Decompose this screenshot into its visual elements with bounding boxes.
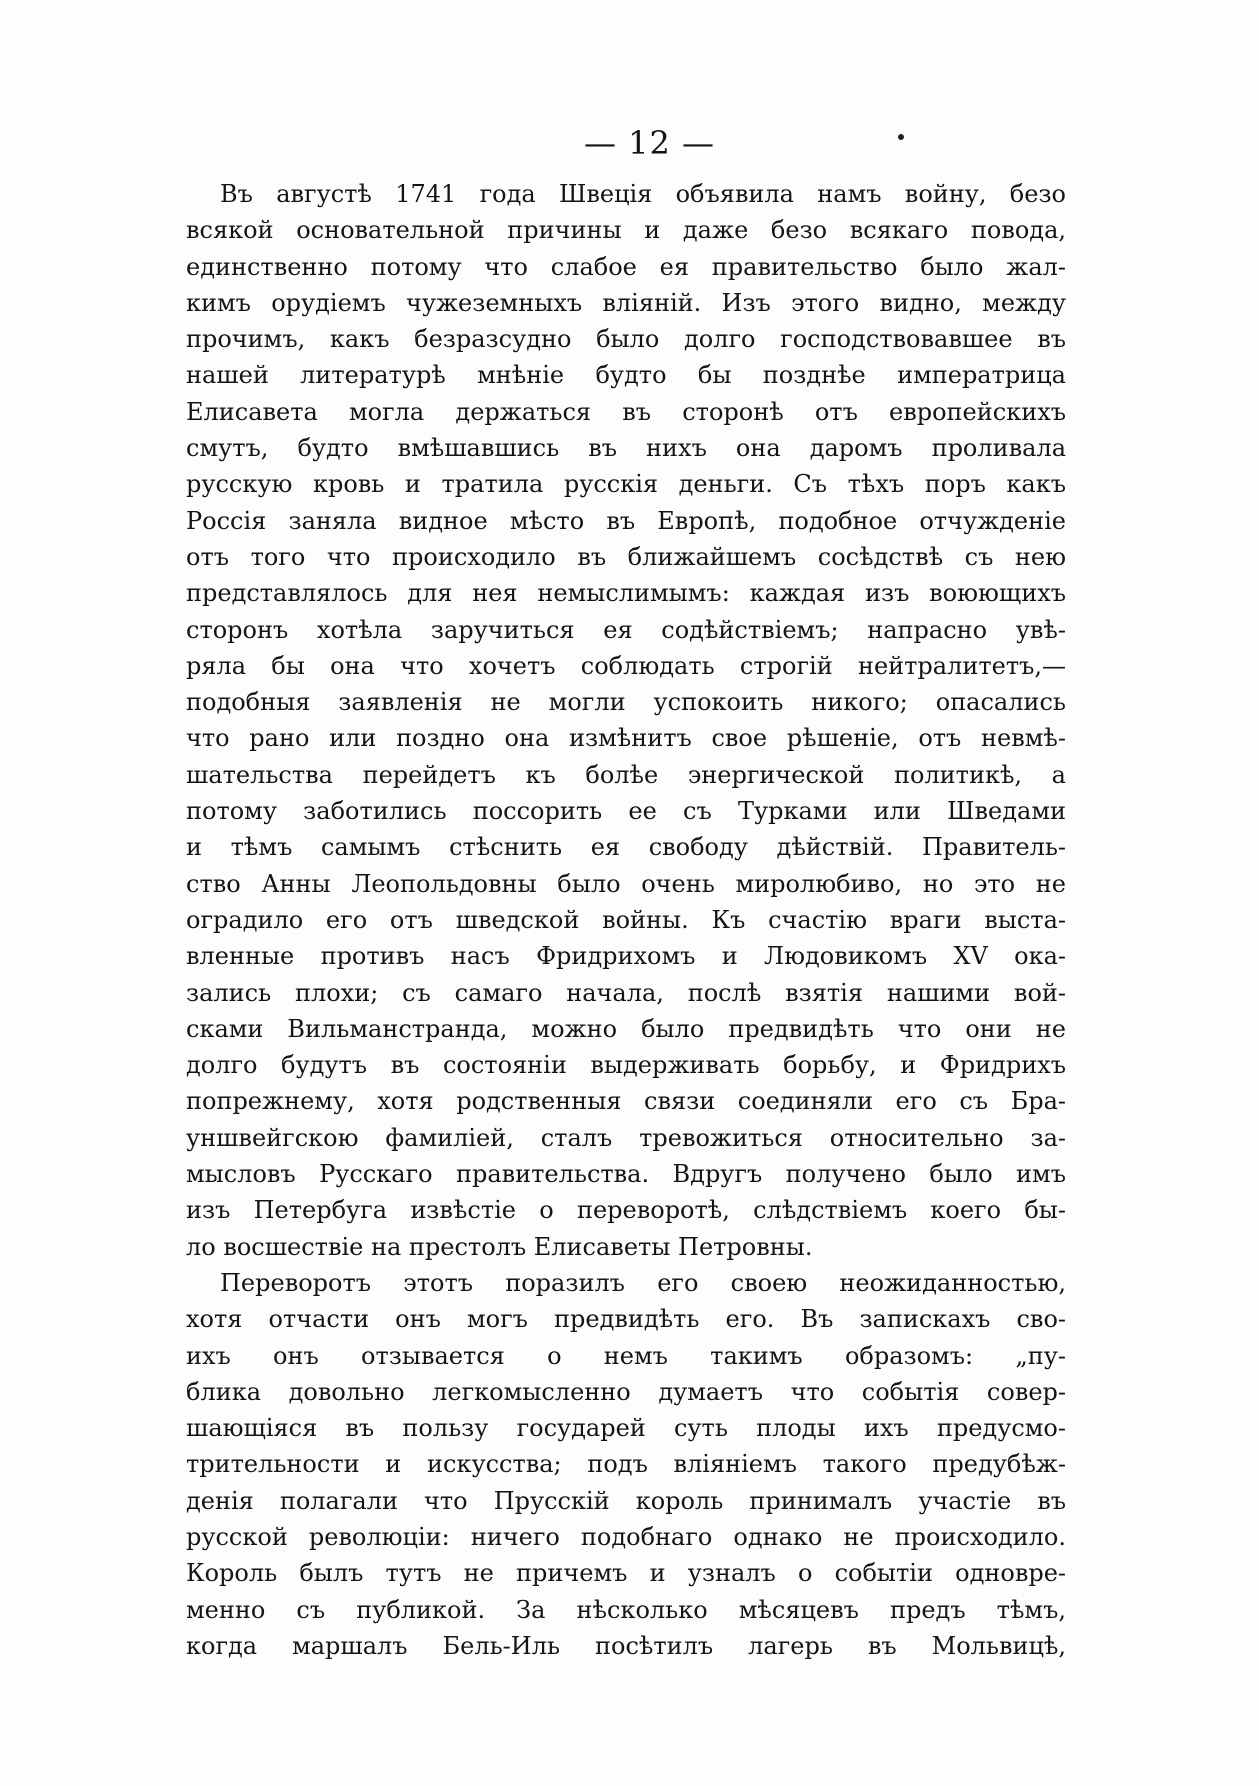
text-line: единственно потому что слабое ея правительство было жал- <box>186 252 1066 281</box>
print-speck <box>898 134 904 140</box>
text-line: зались плохи; съ самаго начала, послѣ взятія нашими вой- <box>186 978 1066 1007</box>
text-line: Переворотъ этотъ поразилъ его своею неожиданностью, <box>220 1268 1066 1297</box>
text-line: оградило его отъ шведской войны. Къ счастію враги выста- <box>186 905 1066 934</box>
text-line: денія полагали что Прусскій король принималъ участіе въ <box>186 1486 1066 1515</box>
text-line: смутъ, будто вмѣшавшись въ нихъ она даромъ проливала <box>186 434 1066 463</box>
text-line: всякой основательной причины и даже безо всякаго повода, <box>186 216 1066 245</box>
text-line: и тѣмъ самымъ стѣснить ея свободу дѣйствій. Правитель- <box>186 833 1066 862</box>
text-line: изъ Петербуга извѣстіе о переворотѣ, слѣдствіемъ коего бы- <box>186 1196 1066 1225</box>
text-line: прочимъ, какъ безразсудно было долго господствовавшее въ <box>186 325 1066 354</box>
text-line: трительности и искусства; подъ вліяніемъ такого предубѣж- <box>186 1450 1066 1479</box>
text-line: долго будутъ въ состояніи выдерживать борьбу, и Фридрихъ <box>186 1051 1066 1080</box>
text-line: ряла бы она что хочетъ соблюдать строгій нейтралитетъ,— <box>186 651 1066 680</box>
text-line: нашей литературѣ мнѣніе будто бы позднѣе императрица <box>186 361 1066 390</box>
text-line: потому заботились поссорить ее съ Турками или Шведами <box>186 797 1066 826</box>
paragraph-1 <box>186 176 1066 1265</box>
text-line: сторонъ хотѣла заручиться ея содѣйствіемъ; напрасно увѣ- <box>186 615 1066 644</box>
text-line: когда маршалъ Бель-Иль посѣтилъ лагерь въ Мольвицѣ, <box>186 1631 1066 1660</box>
paragraph-2 <box>186 1265 1066 1664</box>
text-line: русскую кровь и тратила русскія деньги. Съ тѣхъ поръ какъ <box>186 470 1066 499</box>
page-number: — 12 — <box>583 124 716 162</box>
text-line: Елисавета могла держаться въ сторонѣ отъ европейскихъ <box>186 397 1066 426</box>
body-text <box>186 176 1066 1664</box>
text-line: ихъ онъ отзывается о немъ такимъ образомъ: „пу- <box>186 1341 1066 1370</box>
text-line: уншвейгскою фамиліей, сталъ тревожиться относительно за- <box>186 1123 1066 1152</box>
text-line: мысловъ Русскаго правительства. Вдругъ получено было имъ <box>186 1160 1066 1189</box>
text-line: попрежнему, хотя родственныя связи соединяли его съ Бра- <box>186 1087 1066 1116</box>
text-line: ство Анны Леопольдовны было очень миролюбиво, но это не <box>186 869 1066 898</box>
text-line: русской революціи: ничего подобнаго однако не происходило. <box>186 1522 1066 1551</box>
text-line: представлялось для нея немыслимымъ: каждая изъ воюющихъ <box>186 579 1066 608</box>
text-line: Король былъ тутъ не причемъ и узналъ о событіи одновре- <box>186 1559 1066 1588</box>
text-line: вленные противъ насъ Фридрихомъ и Людовикомъ XV ока- <box>186 942 1066 971</box>
text-line: отъ того что происходило въ ближайшемъ сосѣдствѣ съ нею <box>186 542 1066 571</box>
text-line: что рано или поздно она измѣнитъ свое рѣшеніе, отъ невмѣ- <box>186 724 1066 753</box>
text-line: подобныя заявленія не могли успокоить никого; опасались <box>186 688 1066 717</box>
text-line: Россія заняла видное мѣсто въ Европѣ, подобное отчужденіе <box>186 506 1066 535</box>
text-line: менно съ публикой. За нѣсколько мѣсяцевъ предъ тѣмъ, <box>186 1595 1066 1624</box>
page-number-header <box>0 124 1259 162</box>
text-line: блика довольно легкомысленно думаетъ что событія совер- <box>186 1377 1066 1406</box>
text-line: кимъ орудіемъ чужеземныхъ вліяній. Изъ этого видно, между <box>186 288 1066 317</box>
text-line: шательства перейдетъ къ болѣе энергической политикѣ, а <box>186 760 1066 789</box>
text-line: сками Вильманстранда, можно было предвидѣть что они не <box>186 1014 1066 1043</box>
text-line: шающіяся въ пользу государей суть плоды ихъ предусмо- <box>186 1414 1066 1443</box>
text-line: ло восшествіе на престолъ Елисаветы Петровны. <box>186 1232 813 1261</box>
text-line: хотя отчасти онъ могъ предвидѣть его. Въ запискахъ сво- <box>186 1305 1066 1334</box>
text-line: Въ августѣ 1741 года Швеція объявила намъ войну, безо <box>220 180 1066 208</box>
